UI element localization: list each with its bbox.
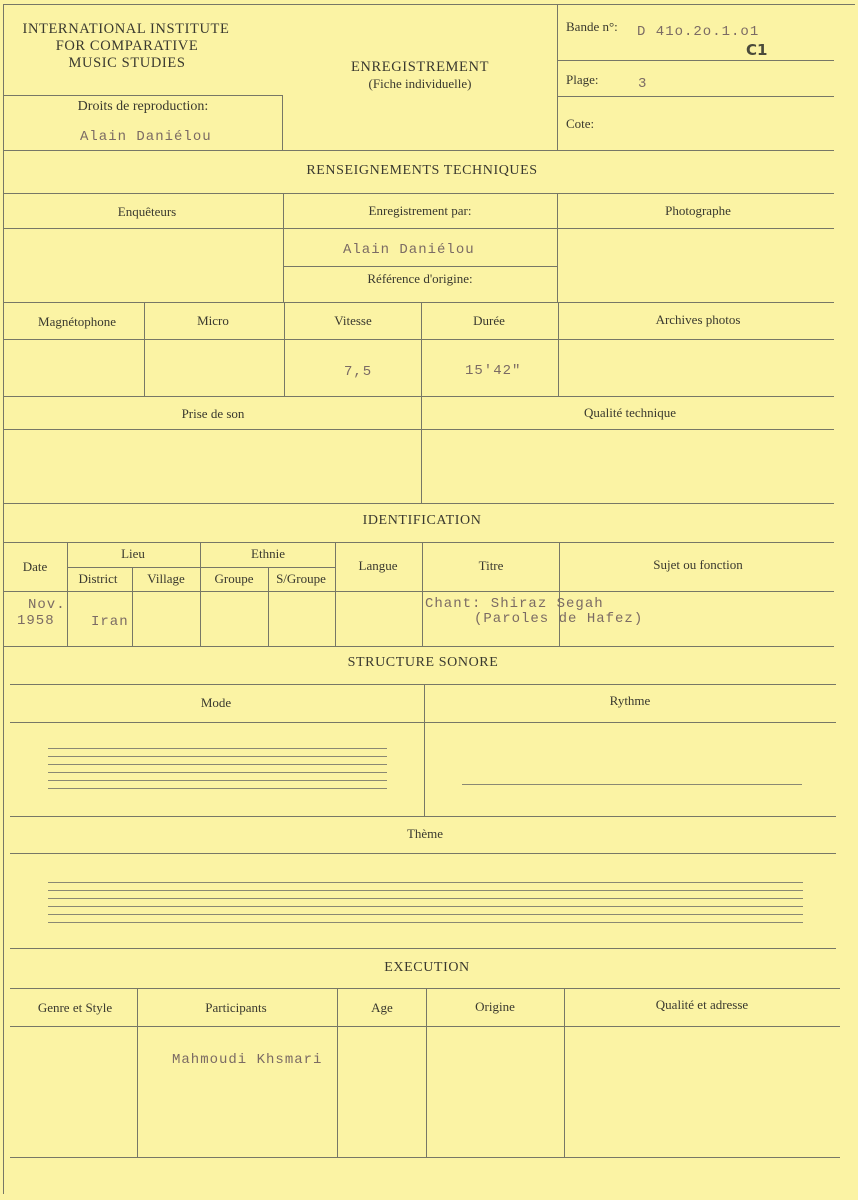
lieu-ethnie-subdivider: [67, 567, 335, 568]
identification-section-title: IDENTIFICATION: [362, 513, 482, 528]
tech-vline-2: [557, 194, 558, 302]
sgroupe-label: S/Groupe: [276, 571, 326, 586]
structure-mid-line: [10, 816, 836, 817]
form-title: ENREGISTREMENT: [350, 59, 490, 75]
identification-title-line: [3, 542, 834, 543]
exec-vline-1: [137, 989, 138, 1157]
age-label: Age: [371, 1000, 393, 1015]
tech-vline-1: [283, 194, 284, 302]
id-vline-7: [559, 542, 560, 646]
magnetophone-label: Magnétophone: [38, 314, 116, 329]
theme-staff-line-1: [48, 882, 803, 883]
tech-vline-4: [284, 302, 285, 396]
date-value-line1: Nov.: [28, 597, 66, 613]
droits-value: Alain Daniélou: [80, 129, 212, 145]
tech-vline-7: [421, 396, 422, 504]
id-vline-6: [422, 542, 423, 646]
duree-value: 15'42": [465, 363, 522, 379]
plage-label: Plage:: [566, 72, 599, 87]
archives-label: Archives photos: [655, 312, 741, 327]
mode-staff-line-6: [48, 788, 387, 789]
titre-value-line2: (Paroles de Hafez): [474, 611, 644, 627]
qualite-technique-label: Qualité technique: [583, 405, 677, 420]
date-label: Date: [22, 559, 48, 574]
district-value: Iran: [91, 614, 129, 630]
enqueteurs-label: Enquêteurs: [117, 204, 177, 219]
tech-vline-3: [144, 302, 145, 396]
tech-header-line: [3, 228, 834, 229]
execution-section-title: EXECUTION: [384, 960, 470, 975]
theme-header-line: [10, 853, 836, 854]
institute-name-line2: FOR COMPARATIVE: [55, 38, 199, 54]
id-vline-3: [200, 542, 201, 646]
structure-bottom-line: [10, 948, 836, 949]
header-bottom-line: [3, 150, 834, 151]
theme-staff-line-6: [48, 922, 803, 923]
structure-section-title: STRUCTURE SONORE: [347, 655, 499, 670]
exec-bottom-line: [10, 1157, 840, 1158]
rythme-line: [462, 784, 802, 785]
vitesse-label: Vitesse: [334, 313, 372, 328]
mode-staff-line-4: [48, 772, 387, 773]
tech-vline-5: [421, 302, 422, 396]
participants-label: Participants: [205, 1000, 267, 1015]
top-border: [3, 4, 855, 5]
ethnie-label: Ethnie: [251, 546, 285, 561]
structure-header-line: [10, 722, 836, 723]
titre-label: Titre: [478, 558, 504, 573]
mode-staff-line-2: [48, 756, 387, 757]
exec-vline-4: [564, 989, 565, 1157]
mode-label: Mode: [200, 695, 232, 710]
mode-staff-line-1: [48, 748, 387, 749]
theme-staff-line-3: [48, 898, 803, 899]
id-vline-4: [268, 567, 269, 646]
header-vline-right: [557, 4, 558, 150]
participant-value: Mahmoudi Khsmari: [172, 1052, 323, 1068]
lieu-label: Lieu: [121, 546, 145, 561]
bande-divider: [557, 60, 834, 61]
form-subtitle: (Fiche individuelle): [368, 76, 472, 91]
institute-name-line1: INTERNATIONAL INSTITUTE: [22, 21, 230, 37]
id-bottom-line: [3, 646, 834, 647]
langue-label: Langue: [358, 558, 398, 573]
tech-row3-header-line: [3, 429, 834, 430]
execution-title-line: [10, 988, 840, 989]
plage-value: 3: [638, 76, 648, 92]
reference-divider: [283, 266, 557, 267]
exec-vline-3: [426, 989, 427, 1157]
mode-staff-line-5: [48, 780, 387, 781]
reference-label: Référence d'origine:: [367, 271, 473, 286]
enregistrement-label: Enregistrement par:: [368, 203, 472, 218]
structure-vline: [424, 685, 425, 816]
droits-label: Droits de reproduction:: [77, 99, 209, 114]
mode-staff-line-3: [48, 764, 387, 765]
id-vline-2: [132, 567, 133, 646]
tech-row2-top: [3, 302, 834, 303]
structure-title-line: [10, 684, 836, 685]
cote-label: Cote:: [566, 116, 595, 131]
tech-row3-top: [3, 396, 834, 397]
header-divider-left: [3, 95, 282, 96]
duree-label: Durée: [473, 313, 505, 328]
groupe-label: Groupe: [214, 571, 254, 586]
qualite-adresse-label: Qualité et adresse: [655, 997, 749, 1012]
district-label: District: [78, 571, 118, 586]
technique-section-title: RENSEIGNEMENTS TECHNIQUES: [306, 163, 538, 178]
technique-title-line: [3, 193, 834, 194]
institute-name-line3: MUSIC STUDIES: [68, 55, 186, 71]
header-vline-left: [282, 95, 283, 150]
date-value-line2: 1958: [17, 613, 55, 629]
tech-row2-header-line: [3, 339, 834, 340]
plage-divider: [557, 96, 834, 97]
vitesse-value: 7,5: [344, 364, 373, 380]
prise-label: Prise de son: [181, 406, 245, 421]
village-label: Village: [147, 571, 185, 586]
id-vline-5: [335, 542, 336, 646]
theme-staff-line-5: [48, 914, 803, 915]
micro-label: Micro: [197, 313, 229, 328]
photographe-label: Photographe: [665, 203, 731, 218]
tech-bottom-line: [3, 503, 834, 504]
theme-label: Thème: [406, 826, 444, 841]
genre-label: Genre et Style: [37, 1000, 113, 1015]
exec-header-line: [10, 1026, 840, 1027]
rythme-label: Rythme: [609, 693, 651, 708]
theme-staff-line-2: [48, 890, 803, 891]
enregistrement-value: Alain Daniélou: [343, 242, 475, 258]
exec-vline-2: [337, 989, 338, 1157]
tech-vline-6: [558, 302, 559, 396]
theme-staff-line-4: [48, 906, 803, 907]
origine-label: Origine: [475, 999, 515, 1014]
id-header-line: [3, 591, 834, 592]
bande-note: C1: [746, 41, 768, 59]
bande-value: D 41o.2o.1.o1: [637, 24, 760, 40]
left-border: [3, 4, 4, 1194]
bande-label: Bande n°:: [566, 19, 618, 34]
id-vline-1: [67, 542, 68, 646]
titre-value-line1: Chant: Shiraz Segah: [425, 596, 604, 612]
sujet-label: Sujet ou fonction: [653, 557, 743, 572]
